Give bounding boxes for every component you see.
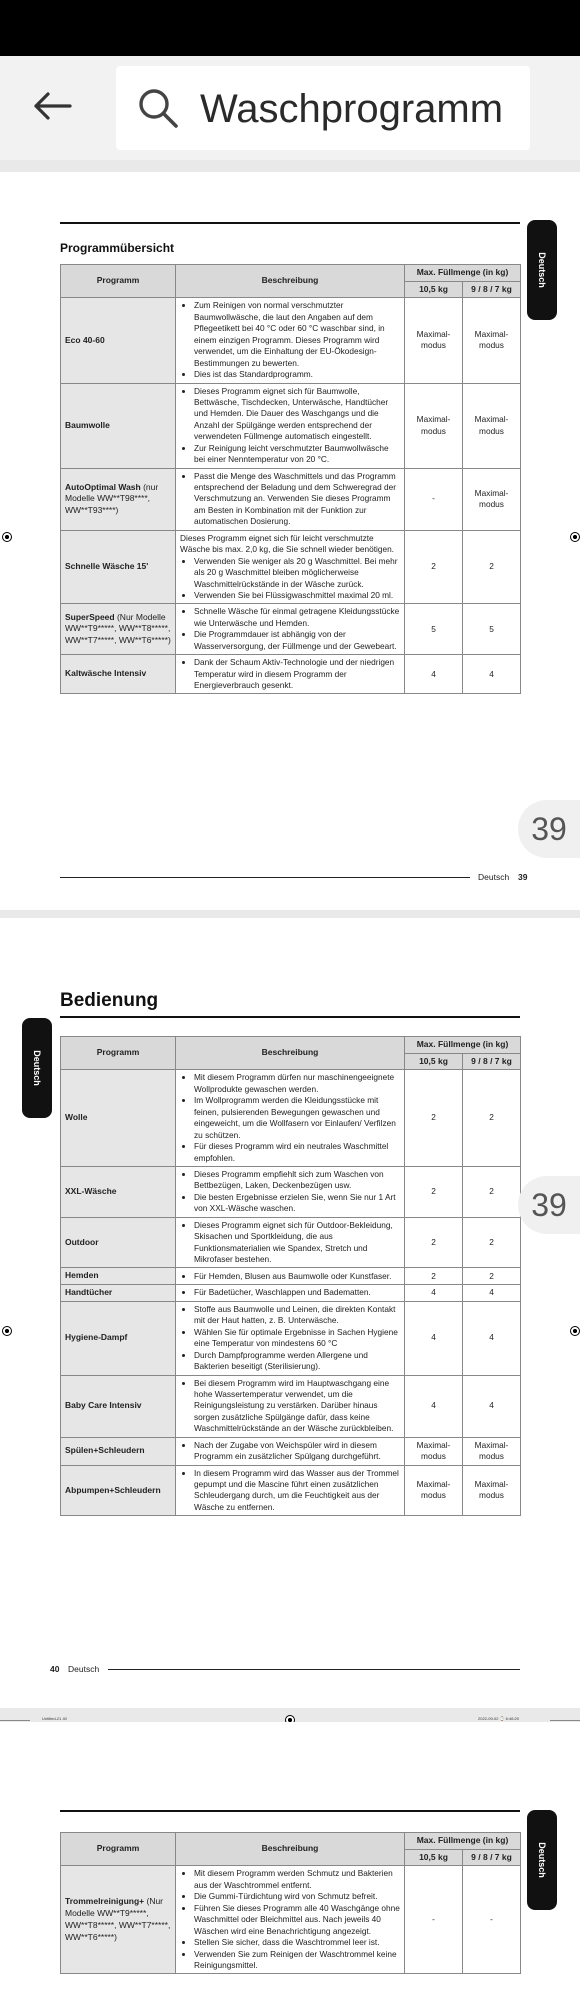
max-load-987kg: 4	[463, 655, 521, 694]
description-bullet: • Verwenden Sie weniger als 20 g Waschmittel. Bei mehr als 20 g Waschmittel bleiben möglicherweise Waschmittelrückstände in der Wäsche zurück.	[194, 556, 400, 590]
description-bullet: • Die Programmdauer ist abhängig von der Wasserversorgung, der Füllmenge und der Gewebeart.	[194, 629, 400, 652]
max-load-987kg: 2	[463, 1070, 521, 1167]
program-name-text: Spülen+Schleudern	[65, 1445, 145, 1456]
program-table	[60, 264, 521, 694]
max-load-10kg: 5	[405, 604, 463, 655]
max-load-10kg: Maximal-modus	[405, 1465, 463, 1516]
program-name-text: Wolle	[65, 1112, 88, 1123]
program-name	[61, 604, 176, 655]
program-description	[176, 383, 405, 468]
top-rule	[60, 1810, 520, 1812]
program-description	[176, 1070, 405, 1167]
max-load-987kg: 4	[463, 1301, 521, 1375]
program-name	[61, 1866, 176, 1974]
program-description	[176, 298, 405, 383]
footer-rule	[60, 877, 470, 878]
description-bullet: • Dieses Programm empfiehlt sich zum Waschen von Bettbezügen, Laken, Deckenbezügen usw.	[194, 1169, 400, 1192]
max-load-987kg: Maximal-modus	[463, 1437, 521, 1465]
program-name-text: Baumwolle	[65, 419, 110, 430]
crop-line	[550, 1720, 580, 1721]
program-name	[61, 1301, 176, 1375]
description-bullet: • Im Wollprogramm werden die Kleidungsstücke mit feinen, pulsierenden Bewegungen gewaschen und eingeweicht, um die Wollfasern vor Einlaufen/ Verfilzen zu schützen.	[194, 1095, 400, 1141]
program-description	[176, 1268, 405, 1285]
description-list	[180, 300, 400, 380]
program-model-note: (nur Modelle WW**T98****, WW**T93****)	[65, 481, 159, 516]
col-header-description: Beschreibung	[176, 265, 405, 298]
description-list	[180, 606, 400, 652]
col-header-max-fill: Max. Füllmenge (in kg)	[405, 1037, 521, 1054]
crop-line	[0, 1720, 30, 1721]
description-list	[180, 1271, 400, 1282]
program-description	[176, 1375, 405, 1437]
table-row	[61, 604, 521, 655]
description-intro: Dieses Programm eignet sich für leicht verschmutzte Wäsche bis max. 2,0 kg, die Sie schnell wieder benötigen.	[180, 532, 394, 555]
description-bullet: • Nach der Zugabe von Weichspüler wird in diesem Programm ein zusätzlicher Spülgang durchgeführt.	[194, 1440, 400, 1463]
table-row	[61, 1301, 521, 1375]
col-header-description: Beschreibung	[176, 1037, 405, 1070]
description-bullet: • Die Gummi-Türdichtung wird von Schmutz befreit.	[194, 1891, 400, 1902]
arrow-left-icon	[32, 91, 72, 121]
table-row	[61, 1268, 521, 1285]
program-description	[176, 1301, 405, 1375]
table-row	[61, 1465, 521, 1516]
description-bullet: • Die besten Ergebnisse erzielen Sie, wenn Sie nur 1 Art von XXL-Wäsche waschen.	[194, 1192, 400, 1215]
program-name-text: Hemden	[65, 1270, 99, 1281]
program-table	[60, 1832, 521, 1974]
program-name	[61, 1070, 176, 1167]
col-header-10kg: 10,5 kg	[405, 281, 463, 298]
max-load-987kg: 2	[463, 1166, 521, 1217]
max-load-987kg: 2	[463, 530, 521, 604]
col-header-10kg: 10,5 kg	[405, 1053, 463, 1070]
page-number-badge: 39	[518, 1176, 580, 1234]
description-bullet: • Stoffe aus Baumwolle und Leinen, die direkten Kontakt mit der Haut hatten, z. B. Unterwäsche.	[194, 1304, 400, 1327]
page-number-badge: 39	[518, 800, 580, 858]
table-row	[61, 1285, 521, 1302]
description-bullet: • Wählen Sie für optimale Ergebnisse in Sachen Hygiene eine Temperatur von mindestens 60 °C	[194, 1327, 400, 1350]
program-name	[61, 1268, 176, 1285]
description-bullet: • Zum Reinigen von normal verschmutzter Baumwollwäsche, die laut den Angaben auf dem Pflegeetikett bei 40 °C oder 60 °C waschbar sind, in einem einzigen Programm. Dieses Programm wird verwendet, um die Einhaltung der EU-Ökodesign-Bestimmungen zu bewerten.	[194, 300, 400, 369]
max-load-987kg: 4	[463, 1375, 521, 1437]
description-bullet: • Mit diesem Programm dürfen nur maschinengeeignete Wollprodukte gewaschen werden.	[194, 1072, 400, 1095]
description-list	[180, 386, 400, 466]
max-load-10kg: -	[405, 1866, 463, 1974]
col-header-program: Programm	[61, 1833, 176, 1866]
section-title: Programmübersicht	[60, 241, 175, 255]
search-bar	[0, 56, 580, 160]
program-description	[176, 604, 405, 655]
program-description	[176, 1166, 405, 1217]
max-load-10kg: 4	[405, 1301, 463, 1375]
search-box	[116, 66, 530, 150]
program-name	[61, 383, 176, 468]
max-load-10kg: 2	[405, 1268, 463, 1285]
col-header-max-fill: Max. Füllmenge (in kg)	[405, 1833, 521, 1850]
col-header-max-fill: Max. Füllmenge (in kg)	[405, 265, 521, 282]
description-bullet: • Schnelle Wäsche für einmal getragene Kleidungsstücke wie Unterwäsche und Hemden.	[194, 606, 400, 629]
program-name	[61, 1285, 176, 1302]
description-bullet: • Passt die Menge des Waschmittels und das Programm entsprechend der Beladung und dem Schweregrad der Verschmutzung an. Verwenden Sie dieses Programm am Besten in Kombination mit der Funktion zur automatischen Dosierung.	[194, 471, 400, 528]
max-load-987kg: 2	[463, 1217, 521, 1268]
max-load-10kg: Maximal-modus	[405, 1437, 463, 1465]
max-load-987kg: 2	[463, 1268, 521, 1285]
description-list	[180, 1169, 400, 1215]
max-load-987kg: Maximal-modus	[463, 298, 521, 383]
program-description	[176, 1217, 405, 1268]
description-bullet: • Zur Reinigung leicht verschmutzter Baumwollwäsche bei einer Nenntemperatur von 20 °C.	[194, 443, 400, 466]
program-description	[176, 1866, 405, 1974]
search-input[interactable]	[198, 80, 522, 138]
max-load-10kg: 2	[405, 1217, 463, 1268]
max-load-10kg: 4	[405, 1285, 463, 1302]
description-list	[180, 556, 400, 602]
footer-lang: Deutsch	[68, 1664, 100, 1674]
max-load-987kg: Maximal-modus	[463, 1465, 521, 1516]
col-header-program: Programm	[61, 265, 176, 298]
registration-mark	[570, 532, 580, 542]
description-list	[180, 1468, 400, 1514]
language-tab: Deutsch	[527, 220, 557, 320]
registration-mark	[570, 1326, 580, 1336]
col-header-10kg: 10,5 kg	[405, 1849, 463, 1866]
description-bullet: • Für Badetücher, Waschlappen und Badematten.	[194, 1287, 400, 1298]
table-row	[61, 1217, 521, 1268]
table-row	[61, 530, 521, 604]
search-icon	[136, 86, 180, 130]
table-row	[61, 1375, 521, 1437]
description-bullet: • Verwenden Sie bei Flüssigwaschmittel maximal 20 ml.	[194, 590, 400, 601]
max-load-10kg: 4	[405, 1375, 463, 1437]
program-name-text: Kaltwäsche Intensiv	[65, 668, 147, 679]
footer-page-number: 39	[518, 872, 528, 882]
program-name	[61, 655, 176, 694]
description-bullet: • Stellen Sie sicher, dass die Waschtrommel leer ist.	[194, 1937, 400, 1948]
max-load-10kg: Maximal-modus	[405, 383, 463, 468]
table-row	[61, 468, 521, 530]
description-list	[180, 471, 400, 528]
back-button[interactable]	[26, 80, 78, 132]
program-name-text: AutoOptimal Wash	[65, 481, 141, 492]
max-load-10kg: 2	[405, 1166, 463, 1217]
program-description	[176, 1465, 405, 1516]
description-bullet: • In diesem Programm wird das Wasser aus der Trommel gepumpt und die Mascine führt einen zusätzlichen Schleudergang durch, um die Feuchtigkeit aus der Wäsche zu entfernen.	[194, 1468, 400, 1514]
language-tab: Deutsch	[527, 1810, 557, 1910]
top-rule	[60, 1016, 520, 1018]
program-description	[176, 468, 405, 530]
description-list	[180, 1072, 400, 1164]
max-load-10kg: 2	[405, 1070, 463, 1167]
table-row	[61, 1866, 521, 1974]
max-load-10kg: Maximal-modus	[405, 298, 463, 383]
top-rule	[60, 222, 520, 224]
program-name	[61, 1217, 176, 1268]
status-bar	[0, 0, 580, 56]
max-load-10kg: 4	[405, 655, 463, 694]
description-list	[180, 1868, 400, 1971]
description-bullet: • Mit diesem Programm werden Schmutz und Bakterien aus der Waschtrommel entfernt.	[194, 1868, 400, 1891]
description-list	[180, 1287, 400, 1298]
max-load-10kg: -	[405, 468, 463, 530]
footer-page-number: 40	[50, 1664, 60, 1674]
program-description	[176, 655, 405, 694]
footer-rule	[108, 1669, 520, 1670]
program-name	[61, 1437, 176, 1465]
table-row	[61, 298, 521, 383]
program-description	[176, 1437, 405, 1465]
program-name	[61, 530, 176, 604]
manual-page-40	[0, 918, 580, 1708]
max-load-10kg: 2	[405, 530, 463, 604]
description-bullet: • Dies ist das Standardprogramm.	[194, 369, 400, 380]
program-table	[60, 1036, 521, 1516]
program-name-text: XXL-Wäsche	[65, 1185, 117, 1196]
program-name-text: SuperSpeed	[65, 611, 115, 622]
manual-page-41	[0, 1722, 580, 2000]
table-row	[61, 1166, 521, 1217]
slug-left: Untitled-21 40	[42, 1716, 67, 1721]
col-header-987kg: 9 / 8 / 7 kg	[463, 1053, 521, 1070]
col-header-program: Programm	[61, 1037, 176, 1070]
language-tab: Deutsch	[22, 1018, 52, 1118]
col-header-987kg: 9 / 8 / 7 kg	[463, 1849, 521, 1866]
description-list	[180, 1304, 400, 1373]
max-load-987kg: -	[463, 1866, 521, 1974]
program-model-note: (Nur Modelle WW**T9*****, WW**T8*****, WW**T7*****, WW**T6*****)	[65, 611, 171, 646]
program-name-text: Eco 40-60	[65, 334, 105, 345]
max-load-987kg: Maximal-modus	[463, 383, 521, 468]
description-list	[180, 657, 400, 691]
description-bullet: • Dieses Programm eignet sich für Baumwolle, Bettwäsche, Tischdecken, Unterwäsche, Handtücher und Hemden. Die Dauer des Waschgangs und die Anzahl der Spülgänge werden entsprechend der verwendeten Füllmenge automatisch eingestellt.	[194, 386, 400, 443]
program-model-note: (Nur Modelle WW**T9*****, WW**T8*****, WW**T7*****, WW**T6*****)	[65, 1896, 171, 1942]
program-name	[61, 298, 176, 383]
program-name-text: Baby Care Intensiv	[65, 1400, 142, 1411]
registration-mark	[2, 1326, 12, 1336]
program-name	[61, 1375, 176, 1437]
program-name	[61, 1465, 176, 1516]
description-list	[180, 1440, 400, 1463]
description-bullet: • Dieses Programm eignet sich für Outdoor-Bekleidung, Skisachen und Sportkleidung, die aus Funktionsmaterialien wie Spandex, Stretch und Mikrofaser bestehen.	[194, 1220, 400, 1266]
manual-page-39	[0, 172, 580, 910]
table-row	[61, 383, 521, 468]
program-name-text: Schnelle Wäsche 15'	[65, 561, 149, 572]
table-row	[61, 1437, 521, 1465]
description-bullet: • Bei diesem Programm wird im Hauptwaschgang eine hohe Wassertemperatur verwendet, um die Reinigungsleistung zu verstärken. Darüber hinaus sorgen zusätzliche Spülgänge dafür, dass keine Waschmittelrückstände an der Wäsche zurückbleiben.	[194, 1378, 400, 1435]
program-description	[176, 530, 405, 604]
max-load-987kg: 5	[463, 604, 521, 655]
program-name	[61, 1166, 176, 1217]
table-row	[61, 655, 521, 694]
description-list	[180, 1220, 400, 1266]
program-name-text: Trommelreinigung+	[65, 1896, 145, 1907]
program-name-text: Outdoor	[65, 1236, 99, 1247]
program-name-text: Abpumpen+Schleudern	[65, 1484, 161, 1495]
description-bullet: • Führen Sie dieses Programm alle 40 Waschgänge ohne Waschmittel oder Bleichmittel aus. Nach jeweils 40 Wäschen wird eine Benachrichtigung angezeigt.	[194, 1903, 400, 1937]
program-name-text: Hygiene-Dampf	[65, 1332, 128, 1343]
description-list	[180, 1378, 400, 1435]
description-bullet: • Durch Dampfprogramme werden Allergene und Bakterien beseitigt (Sterilisierung).	[194, 1350, 400, 1373]
col-header-description: Beschreibung	[176, 1833, 405, 1866]
max-load-987kg: Maximal-modus	[463, 468, 521, 530]
col-header-987kg: 9 / 8 / 7 kg	[463, 281, 521, 298]
footer-lang: Deutsch	[478, 872, 510, 882]
section-title: Bedienung	[60, 990, 159, 1011]
description-bullet: • Für dieses Programm wird ein neutrales Waschmittel empfohlen.	[194, 1141, 400, 1164]
program-name	[61, 468, 176, 530]
description-bullet: • Für Hemden, Blusen aus Baumwolle oder Kunstfaser.	[194, 1271, 400, 1282]
table-row	[61, 1070, 521, 1167]
registration-mark	[2, 532, 12, 542]
slug-right: 2022-09-02 ⌚ 6:46:20	[478, 1716, 520, 1721]
description-bullet: • Dank der Schaum Aktiv-Technologie und der niedrigen Temperatur wird in diesem Programm der Energieverbrauch gesenkt.	[194, 657, 400, 691]
program-name-text: Handtücher	[65, 1287, 113, 1298]
max-load-987kg: 4	[463, 1285, 521, 1302]
program-description	[176, 1285, 405, 1302]
description-bullet: • Verwenden Sie zum Reinigen der Waschtrommel keine Reinigungsmittel.	[194, 1949, 400, 1972]
